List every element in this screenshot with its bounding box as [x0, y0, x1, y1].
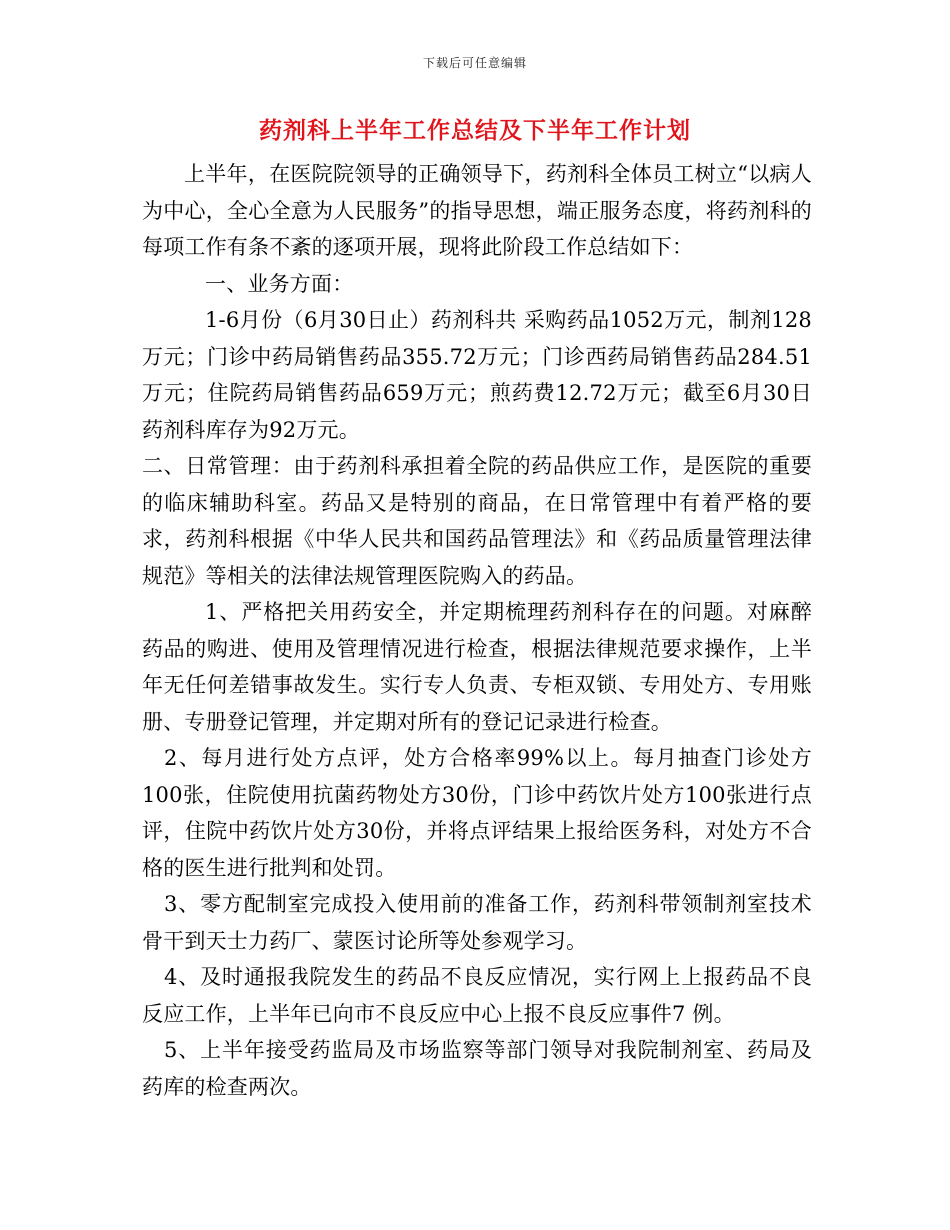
paragraph-item-3: 3、零方配制室完成投入使用前的准备工作，药剂科带领制剂室技术骨干到天士力药厂、蒙医讨论所等处参观学习。: [142, 892, 812, 953]
paragraph-item-5: 5、上半年接受药监局及市场监察等部门领导对我院制剂室、药局及药库的检查两次。: [142, 1038, 812, 1099]
paragraph-item-4: 4、及时通报我院发生的药品不良反应情况，实行网上上报药品不良反应工作，上半年已向市不良反应中心上报不良反应事件7 例。: [142, 965, 812, 1026]
paragraph-intro: 上半年，在医院院领导的正确领导下，药剂科全体员工树立“以病人为中心，全心全意为人民服务”的指导思想，端正服务态度，将药剂科的每项工作有条不紊的逐项开展，现将此阶段工作总结如下：: [142, 162, 812, 259]
paragraph-item-2: 2、每月进行处方点评，处方合格率99%以上。每月抽查门诊处方100张，住院使用抗菌药物处方30份，门诊中药饮片处方100张进行点评，住院中药饮片处方30份，并将点评结果上报给医务科，对处方不合格的医生进行批判和处罚。: [142, 746, 812, 880]
paragraph-item-1: 1、严格把关用药安全，并定期梳理药剂科存在的问题。对麻醉药品的购进、使用及管理情况进行检查，根据法律规范要求操作，上半年无任何差错事故发生。实行专人负责、专柜双锁、专用处方、专用账册、专册登记管理，并定期对所有的登记记录进行检查。: [142, 600, 812, 734]
section-heading-business: 一、业务方面：: [205, 271, 354, 296]
paragraph-business-figures: 1-6月份（6月30日止）药剂科共 采购药品1052万元，制剂128万元；门诊中药局销售药品355.72万元；门诊西药局销售药品284.51万元；住院药局销售药品659万元；煎药费12.72万元；截至6月30日药剂科库存为92万元。: [142, 308, 812, 442]
section-daily-management: 二、日常管理：由于药剂科承担着全院的药品供应工作，是医院的重要的临床辅助科室。药品又是特别的商品，在日常管理中有着严格的要求，药剂科根据《中华人民共和国药品管理法》和《药品质量管理法律规范》等相关的法律法规管理医院购入的药品。: [142, 454, 812, 588]
document-body: [142, 156, 812, 1105]
page-header-note: 下载后可任意编辑: [422, 56, 527, 70]
document-title: 药剂科上半年工作总结及下半年工作计划: [259, 118, 691, 144]
